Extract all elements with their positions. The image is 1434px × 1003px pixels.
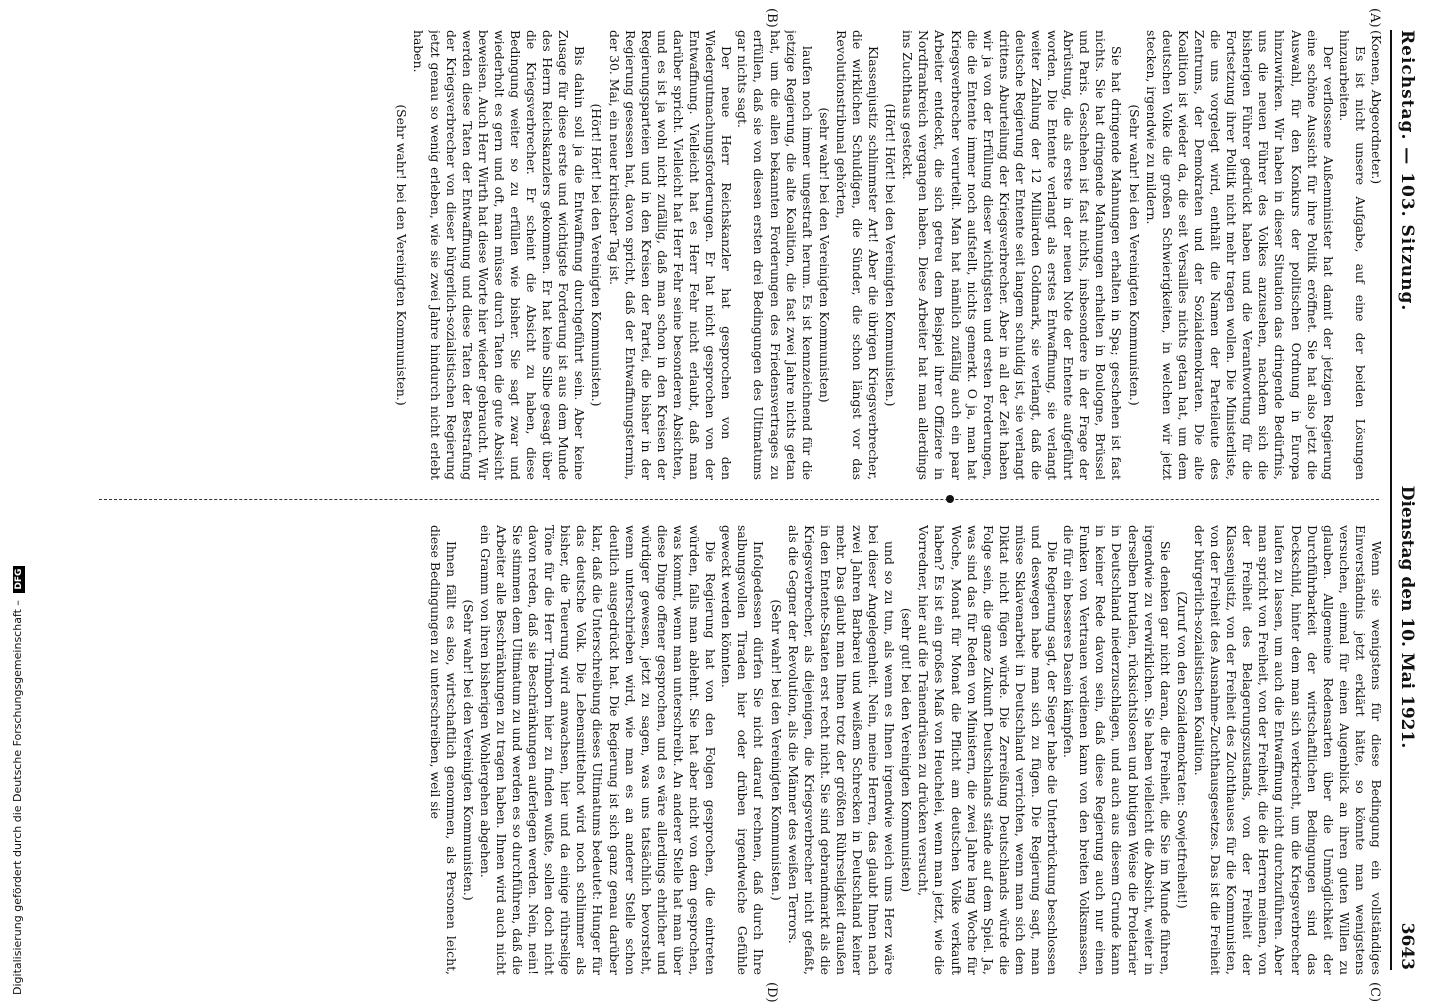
divider-dot [946,495,954,503]
paragraph: Bis dahin soll ja die Entwaffnung durchgeführt sein. Aber keine Zusage für diese erste und wichtigste Forderung ist aus dem Munde des Herrn Reichskanzlers gekommen. Er hat keine Silbe gesagt über die Kriegsverbrecher. Er scheint die Absicht zu haben, diese Bedingung weiter so zu erfüllen wie bisher. Sie sagt zwar und wiederholt es gern und oft, man müsse durch Taten die gute Absicht beweisen. Auch Herr Wirth hat diese Worte hier wieder gebraucht. Wir werden diese Taten der Entwaffnung und diese Taten der Bestrafung der Kriegsverbrecher von dieser bürgerlich-sozialistischen Regierung jetzt genau so wenig erleben, wie sie zwei Jahre hindurch nicht erlebt haben. [411,30,588,480]
paragraph: Der neue Herr Reichskanzler hat gesprochen von den Wiedergutmachungsforderungen. Er hat nicht gesprochen von der Entwaffnung. Vielleicht hat es Herr Fehr nicht erlaubt, daß man darüber spricht. Vielleicht hat Herr Fehr seine besonderen Absichten, und es ist ja wohl nicht zufällig, daß man schon in den Kreisen der Regierungsparteien und in den Kreisen der Partei, die bisher in der Regierung gesessen hat, davon spricht, daß der Entwaffnungstermin, der 30. Mai, ein neuer kritischer Tag ist. [606,30,735,480]
page-number: 3643 [1397,922,1417,970]
paragraph: Klassenjustiz schlimmster Art! Aber die übrigen Kriegsverbrecher, die wirklichen Schuldigen, die Sünder, die schon längst vor das Revolutionstribunal gehörten, [833,30,882,480]
interjection: (Hört! Hört! bei den Vereinigten Kommunisten.) [883,103,899,407]
paragraph: Der verflossene Außenminister hat damit der jetzigen Regierung eine schöne Aussicht für ihre Politik eröffnet. Sie hat also jetzt die Auswahl, für den Konkurs der politischen Ordnung in Europa hinzuwirken. Wir haben in dieser Situation das dringende Bedürfnis, uns die neuen Führer des Volkes anzusehen, nachdem sich die bisherigen Führer gedrückt haben und die Verantwortung für die Fortsetzung ihrer Politik nicht mehr tragen wollen. Die Ministerliste, die uns vorgelegt wird, enthält die Namen der Parteileute des Zentrums, der Demokraten und der Sozialdemokraten. Die alte Koalition ist wieder da, die seit Versailles nichts getan hat, um dem deutschen Volke die großen Schwierigkeiten, in welchen wir jetzt stecken, irgendwie zu mildern. [1143,30,1336,480]
paragraph: Sie denken gar nicht daran, die Freiheit, die Sie im Munde führen, irgendwie zu verwirklichen. Sie haben vielleicht die Absicht, weiter in derselben brutalen, rücksichtslosen und blutigen Weise die Proletarier in Deutschland niederzuschlagen, und auch aus diesem Grunde kann in keiner Rede davon sein, daß diese Regierung auch nur einen Funken von Vertrauen verdienen kann von den breiten Volksmassen, die für ein besseres Dasein kämpfen. [1061,525,1173,975]
digitization-credit [0,0,22,1000]
paragraph: Wenn sie wenigstens für diese Bedingung ein vollständiges Einverständnis jetzt erklärt hätte, so könnte man wenigstens versuchen, einmal für einen Augenblick an ihren guten Willen zu glauben. Allgemeine Redensarten über die Unmöglichkeit der Durchführbarkeit der wirtschaftlichen Bedingungen sind das Deckschild, hinter dem man sich verkriecht, um die Kriegsverbrecher laufen zu lassen, um auch die Entwaffnung nicht durchzuführen. Aber man spricht von Freiheit, von der Freiheit, die die Herren meinen, von der Freiheit des Belagerungszustands, von der Freiheit der Klassenjustiz, von der Freiheit des Zuchthauses für die Kommunisten, von der Freiheit des Ausnahme-Zuchthausgesetzes. Das ist die Freiheit der bürgerlich-sozialistischen Koalition. [1191,525,1384,975]
interjection: (Sehr wahr! bei den Vereinigten Kommunisten.) [460,599,476,901]
paragraph: Ihnen fällt es also, wirtschaftlich genommen, als Personen leicht, diese Bedingungen zu unterschreiben, weil sie [427,525,459,975]
left-column [94,30,1384,480]
paragraph: Sie hat dringende Mahnungen erhalten in Spa; geschehen ist fast nichts. Sie hat dringende Mahnungen erhalten in Boulogne, Brüssel und Paris. Geschehen ist fast nichts, insbesondere in der Frage der Abrüstung, die als erste in der neuen Note der Entente aufgeführt worden. Die Entente verlangt als erstes Entwaffnung, sie verlangt weiter Zahlung der 12 Milliarden Goldmark, sie verlangt, daß die deutsche Regierung der Entente seit langem schuldig ist, sie verlangt drittens Aburteilung der Kriegsverbrecher. Aber in all der Zeit haben wir ja von der Erfüllung dieser wichtigsten und ersten Forderungen, die die Entente immer noch aufstellt, nichts gemerkt. O ja, man hat Kriegsverbrecher verurteilt. Man hat nämlich zufällig auch ein paar Arbeiter entdeckt, die sich getreu dem Beispiel ihrer Offiziere in Nordfrankreich vergangen haben. Diese Arbeiter hat man allerdings ins Zuchthaus gesteckt. [900,30,1125,480]
interjection: (sehr gut! bei den Vereinigten Kommunisten) [899,607,915,893]
header-title: Reichstag. — 103. Sitzung. [1397,30,1417,312]
paragraph: Es ist nicht unsere Aufgabe, auf eine der beiden Lösungen hinzuarbeiten. [1336,30,1368,480]
paragraph: Die Regierung hat von den Folgen gesprochen, die eintreten würden, falls man ablehnt. Sie hat aber nicht von dem gesprochen, was kommt, wenn man unterschreibt. An anderer Stelle hat man über diese Dinge offener gesprochen, und es wäre allerdings ehrlicher und würdiger gewesen, jetzt zu sagen, was uns tatsächlich bevorsteht, wenn unterschrieben wird, wie man es an anderer Stelle schon deutlich ausgedrückt hat. Die Regierung ist sich ganz genau darüber klar, daß die Unterschreibung dieses Ultimatums bedeutet: Hunger für das deutsche Volk. Die Lebensmittelnot wird noch schlimmer als bisher, die Teuerung wird anwachsen, hier und da einige rührselige Töne für die Herr Trimborn hier zu finden wußte, sollen doch nicht davon reden, daß sie Beschränkungen auferlegen werden. Nein, nein! Sie stimmen dem Ultimatum zu und werden es so durchführen, daß die Arbeiter alle Beschränkungen zu tragen haben. Ihnen wird auch nicht ein Gramm von ihren bisherigen Wohlergehen abgehen. [477,525,719,975]
interjection: (Zuruf von den Sozialdemokraten: Sowjetfreiheit!) [1174,591,1190,909]
margin-marker-d: (D) [764,982,779,1003]
interjection: (Sehr wahr! bei den Vereinigten Kommunisten.) [394,104,410,406]
speaker-line: (Koenen, Abgeordneter.) [1369,30,1384,185]
paragraph: Infolgedessen dürfen Sie nicht darauf rechnen, daß durch Ihre salbungsvollen Tiraden hier oder drüben irgendwelche Gefühle geweckt werden könnten. [719,525,767,975]
paragraph: und so zu tun, als wenn es Ihnen irgendwie weich ums Herz wäre bei dieser Angelegenheit. Nein, meine Herren, das glaubt Ihnen nach zwei Jahren Barbarei und weißem Schrecken in Deutschland keiner mehr. Das glaubt man Ihnen trotz der größten Rührseligkeit draußen in den Entente-Staaten erst recht nicht. Sie sind gebrandmarkt als die Kriegsverbrecher, als diejenigen, die Kriegsverbrecher nicht gefaßt, als die Gegner der Revolution, als die Männer des weißen Terrors. [785,525,898,975]
interjection: (Sehr wahr! bei den Vereinigten Kommunisten.) [1126,104,1142,406]
right-column [94,525,1384,975]
interjection: (sehr wahr! bei den Vereinigten Kommunisten) [816,107,832,403]
dfg-logo: DFG [13,566,25,593]
column-divider [99,499,1379,500]
interjection: (Hört! Hört! bei den Vereinigten Kommunisten.) [589,103,605,407]
paragraph: Die Regierung sagt, der Sieger habe die Unterbrückung beschlossen und deswegen habe man sich zu fügen. Die Regierung sagt, man müsse Sklavenarbeit in Deutschland verrichten, wenn man sich dem Diktat nicht fügen würde. Die Zerreißung Deutschlands würde die Folge sein, die ganze Zukunft Deutschlands stände auf dem Spiel. Ja, was sind das für Reden von Ministern, die zwei Jahre lang Woche für Woche, Monat für Monat die Pflicht am deutschen Volke verkauft haben? Es ist ein großes Maß von Heuchelei, wenn man jetzt, wie die Vorredner, hier auf die Tränendrüsen zu drücken versucht, [916,525,1061,975]
margin-marker-b: (B) [764,8,779,28]
interjection: (Sehr wahr! bei den Vereinigten Kommunisten.) [768,599,784,901]
margin-marker-a: (A) [1367,8,1382,28]
header-date: Dienstag den 10. Mai 1921. [1397,485,1417,749]
credit-text: Digitalisierung gefördert durch die Deutsche Forschungsgemeinschaft – [11,600,24,995]
margin-marker-c: (C) [1367,982,1382,1003]
page-header [1390,30,1422,970]
newspaper-page [84,0,1434,1003]
scan-stage [30,0,1434,1003]
paragraph: laufen noch immer ungestraft herum. Es ist kennzeichnend für die jetzige Regierung, die alte Koalition, die fast zwei Jahre nichts getan hat, um die allen bekannten Forderungen des Friedensvertrages zu erfüllen, daß sie von diesen ersten drei Bedingungen des Ultimatums gar nichts sagt. [735,30,815,480]
